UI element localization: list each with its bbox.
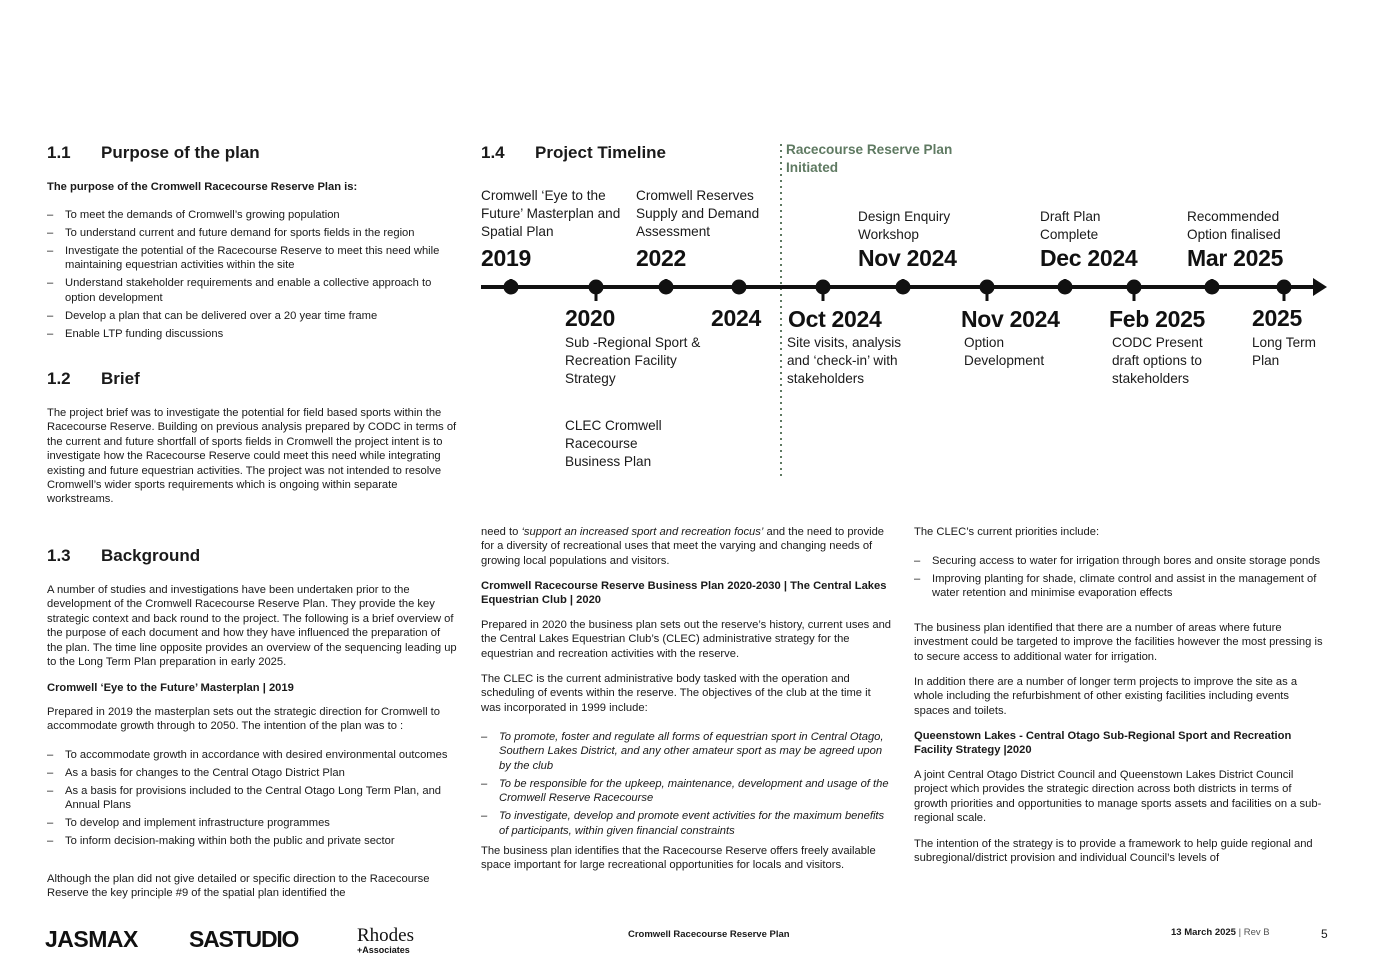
masterplan-item: – As a basis for provisions included to the Central Otago Long Term Plan, and Annual Plans xyxy=(47,784,459,813)
milestone-label-nov2024-a: Design Enquiry Workshop xyxy=(858,209,951,242)
milestone-year-2024: 2024 xyxy=(711,305,761,331)
sastudio-logo: SASTUDIO xyxy=(189,926,299,952)
masterplan-heading: Cromwell ‘Eye to the Future’ Masterplan | 2019 xyxy=(47,682,294,694)
milestone-label-2022: Cromwell Reserves Supply and Demand Assessment xyxy=(636,188,760,239)
col3-para-5: The intention of the strategy is to provide a framework to help guide regional and subregional/district provision and individual Council’s levels of xyxy=(914,838,1313,865)
footer-date-rev: 13 March 2025 | Rev B xyxy=(1171,927,1270,938)
strategy-heading: Queenstown Lakes - Central Otago Sub-Regional Sport and Recreation Facility Strategy |2020 xyxy=(914,730,1292,757)
col2-para-2: Prepared in 2020 the business plan sets out the reserve’s history, current uses and the Central Lakes Equestrian Club’s (CLEC) administrative strategy for the equestrian and recreation activities with the reserve. xyxy=(481,619,892,660)
milestone-year-nov2024-b: Nov 2024 xyxy=(961,306,1060,332)
section-title-purpose: Purpose of the plan xyxy=(101,143,260,162)
clec-priority: – Improving planting for shade, climate control and assist in the management of water retention and minimise evaporation effects xyxy=(914,572,1326,601)
col2-para-4: The business plan identifies that the Racecourse Reserve offers freely available space important for large recreational opportunities for locals and visitors. xyxy=(481,845,876,872)
dot-dec2024 xyxy=(1059,281,1071,293)
clec-priority: – Securing access to water for irrigation through bores and onsite storage ponds xyxy=(914,554,1326,568)
background-body: A number of studies and investigations have been undertaken prior to the development of the Cromwell Racecourse Reserve Plan. They provide the key strategic context and back round to the project. The following is a brief overview of the purpose of each document and how they have influenced the preparation of the plan. The time line opposite provides an overview of the sequencing leading up to the Long Term Plan preparation in early 2025. xyxy=(47,584,457,669)
milestone-label-oct2024: Site visits, analysis and ‘check-in’ with stakeholders xyxy=(787,335,902,386)
milestone-year-dec2024: Dec 2024 xyxy=(1040,245,1138,271)
business-plan-heading: Cromwell Racecourse Reserve Business Plan 2020-2030 | The Central Lakes Equestrian Club | 2020 xyxy=(481,580,887,607)
col2-para-1: need to ‘support an increased sport and recreation focus’ and the need to provide for a diversity of recreational uses that meet the varying and changing needs of growing local populations and visitors. xyxy=(481,526,885,567)
dot-2019 xyxy=(505,281,517,293)
purpose-lead: The purpose of the Cromwell Racecourse Reserve Plan is: xyxy=(47,181,358,193)
footer-doc-title: Cromwell Racecourse Reserve Plan xyxy=(628,929,790,940)
purpose-item: – Develop a plan that can be delivered over a 20 year time frame xyxy=(47,309,459,323)
dot-2024 xyxy=(733,281,745,293)
section-title-brief: Brief xyxy=(101,369,140,388)
masterplan-item: – To develop and implement infrastructure programmes xyxy=(47,816,459,830)
section-number-1-2: 1.2 xyxy=(47,369,71,388)
page-number: 5 xyxy=(1321,927,1328,941)
milestone-year-2020: 2020 xyxy=(565,305,615,331)
clec-objective: – To investigate, develop and promote event activities for the maximum benefits of participants, within given financial constraints xyxy=(481,809,893,838)
milestone-label-mar2025: Recommended Option finalised xyxy=(1187,209,1281,242)
section-number-1-1: 1.1 xyxy=(47,143,71,162)
col3-para-4: A joint Central Otago District Council and Queenstown Lakes District Council project which provides the strategic direction across both districts in terms of growth priorities and opportunities to manage sports assets and facilities on a sub-regional scale. xyxy=(914,769,1322,825)
purpose-item: – Investigate the potential of the Racecourse Reserve to meet this need while maintaining equestrian activities within the site xyxy=(47,244,459,273)
milestone-label-2019: Cromwell ‘Eye to the Future’ Masterplan and Spatial Plan xyxy=(481,188,621,239)
purpose-item: – Understand stakeholder requirements and enable a collective approach to option development xyxy=(47,276,459,305)
section-number-1-3: 1.3 xyxy=(47,546,71,565)
purpose-item: – To understand current and future demand for sports fields in the region xyxy=(47,226,459,240)
clec-objective: – To promote, foster and regulate all forms of equestrian sport in Central Otago, Southern Lakes District, and any other amateur sport as may be agreed upon by the club xyxy=(481,730,893,773)
milestone-year-nov2024-a: Nov 2024 xyxy=(858,245,957,271)
dot-nov2024-a xyxy=(897,281,909,293)
masterplan-item: – To accommodate growth in accordance with desired environmental outcomes xyxy=(47,748,459,762)
clec-objective: – To be responsible for the upkeep, maintenance, development and usage of the Cromwell Reserve Racecourse xyxy=(481,777,893,806)
milestone-label-2025: Long Term Plan xyxy=(1252,335,1316,368)
dot-2022 xyxy=(660,281,672,293)
section-title-timeline: Project Timeline xyxy=(535,143,667,162)
masterplan-item: – As a basis for changes to the Central Otago District Plan xyxy=(47,766,459,780)
clec-priorities-list xyxy=(914,554,1326,604)
milestone-label-2020-b: CLEC Cromwell Racecourse Business Plan xyxy=(565,418,662,469)
purpose-item: – To meet the demands of Cromwell’s growing population xyxy=(47,208,459,222)
plan-initiated-label: Racecourse Reserve Plan Initiated xyxy=(786,142,953,175)
section-number-1-4: 1.4 xyxy=(481,143,505,162)
dot-mar2025 xyxy=(1206,281,1218,293)
milestone-label-nov2024-b: Option Development xyxy=(964,335,1045,368)
col2-para-3: The CLEC is the current administrative body tasked with the operation and scheduling of events within the reserve. The objectives of the club at the time it was incorporated in 1999 include: xyxy=(481,673,871,714)
milestone-label-feb2025: CODC Present draft options to stakeholders xyxy=(1112,335,1203,386)
section-title-background: Background xyxy=(101,546,201,565)
masterplan-item: – To inform decision-making within both the public and private sector xyxy=(47,834,459,848)
brief-body: The project brief was to investigate the potential for field based sports within the Racecourse Reserve. Building on previous analysis prepared by CODC in terms of the current and future shortfall of sports fields in Cromwell the project intent is to investigate how the Racecourse Reserve could meet this need while integrating existing and future equestrian activities. The project was not intended to resolve Cromwell’s wider sports requirements which is ongoing within separate workstreams. xyxy=(47,407,457,506)
milestone-year-mar2025: Mar 2025 xyxy=(1187,245,1284,271)
jasmax-logo: JASMAX xyxy=(45,926,138,952)
timeline-arrow-icon xyxy=(1313,278,1327,296)
milestone-year-2022: 2022 xyxy=(636,245,686,271)
rhodes-logo: Rhodes xyxy=(357,925,414,946)
milestone-year-2025: 2025 xyxy=(1252,305,1302,331)
milestone-label-2020: Sub -Regional Sport & Recreation Facility Strategy xyxy=(565,335,701,386)
milestone-year-oct2024: Oct 2024 xyxy=(788,306,882,332)
rhodes-logo-sub: +Associates xyxy=(357,945,410,955)
clec-objectives-list xyxy=(481,730,893,842)
milestone-label-dec2024: Draft Plan Complete xyxy=(1040,209,1101,242)
milestone-year-2019: 2019 xyxy=(481,245,531,271)
col3-para-3: In addition there are a number of longer term projects to improve the site as a whole including the refurbishment of other existing facilities including events spaces and toilets. xyxy=(914,676,1298,717)
col3-para-2: The business plan identified that there are a number of areas where future investment could be targeted to improve the facilities however the most pressing is to secure access to additional water for irrigation. xyxy=(914,622,1323,663)
masterplan-body: Prepared in 2019 the masterplan sets out the strategic direction for Cromwell to accommodate growth through to 2050. The intention of the plan was to : xyxy=(47,706,441,733)
col3-para-1: The CLEC’s current priorities include: xyxy=(914,526,1100,538)
background-tail: Although the plan did not give detailed or specific direction to the Racecourse Reserve the key principle #9 of the spatial plan identified the xyxy=(47,873,430,900)
purpose-item: – Enable LTP funding discussions xyxy=(47,327,459,341)
milestone-year-feb2025: Feb 2025 xyxy=(1109,306,1206,332)
